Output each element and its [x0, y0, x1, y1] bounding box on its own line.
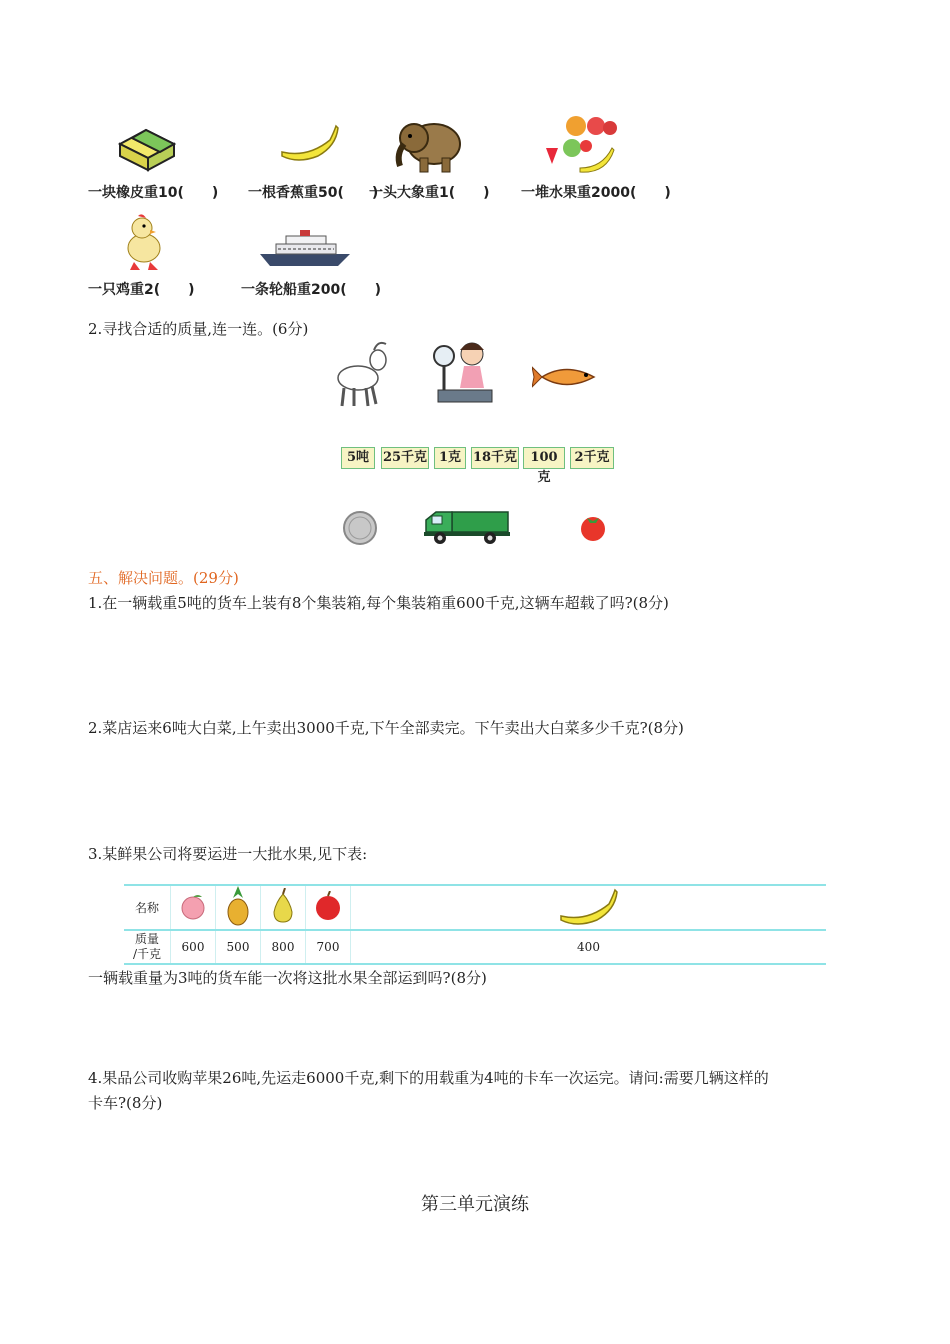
ship-icon [256, 228, 354, 270]
option-chip[interactable]: 18千克 [471, 447, 519, 469]
option-chip[interactable]: 1克 [434, 447, 466, 469]
banana-table-icon [351, 885, 827, 930]
q1-item-elephant: 一头大象重1( ) [369, 185, 490, 201]
option-chip[interactable]: 5吨 [341, 447, 375, 469]
tomato-icon [578, 512, 608, 542]
elephant-icon [390, 114, 466, 176]
table-cell: 700 [306, 930, 351, 964]
table-cell: 800 [261, 930, 306, 964]
eraser-icon [116, 124, 178, 174]
q1-item-eraser: 一块橡皮重10( ) [88, 185, 219, 201]
table-cell: 600 [171, 930, 216, 964]
coin-icon [342, 510, 378, 546]
q2-title: 2.寻找合适的质量,连一连。(6分) [88, 320, 309, 338]
section-five-title: 五、解决问题。(29分) [88, 569, 239, 587]
peach-icon [171, 885, 216, 930]
weight-label: 质量 [134, 932, 159, 946]
banana-icon [278, 122, 340, 164]
option-chip[interactable]: 25千克 [381, 447, 429, 469]
problem-4-line2: 卡车?(8分) [88, 1094, 163, 1112]
problem-4-line1: 4.果品公司收购苹果26吨,先运走6000千克,剩下的用载重为4吨的卡车一次运完。请问:需要几辆这样的 [88, 1069, 769, 1087]
problem-3: 3.某鲜果公司将要运进一大批水果,见下表: [88, 845, 368, 863]
q1-item-ship: 一条轮船重200( ) [241, 282, 382, 298]
problem-3-question: 一辆载重量为3吨的货车能一次将这批水果全部运到吗?(8分) [88, 969, 487, 987]
q1-item-fruit: 一堆水果重2000( ) [521, 185, 671, 201]
unit-title: 第三单元演练 [421, 1194, 529, 1215]
chicken-icon [116, 210, 172, 272]
q1-item-banana: 一根香蕉重50( ) [248, 185, 379, 201]
fish-icon [532, 362, 604, 392]
table-header-name: 名称 [124, 885, 171, 930]
problem-1: 1.在一辆载重5吨的货车上装有8个集装箱,每个集装箱重600千克,这辆车超载了吗?(8分) [88, 594, 669, 612]
pear-icon [261, 885, 306, 930]
apple-icon [306, 885, 351, 930]
fruit-table [124, 884, 826, 965]
option-chip[interactable]: 100克 [523, 447, 565, 469]
option-chip[interactable]: 2千克 [570, 447, 614, 469]
weight-unit-label: /千克 [132, 947, 162, 961]
goat-icon [332, 338, 394, 410]
table-cell: 500 [216, 930, 261, 964]
fruit-pile-icon [536, 112, 620, 174]
table-header-weight [124, 930, 171, 964]
truck-icon [422, 504, 512, 546]
girl-on-scale-icon [428, 336, 500, 404]
pineapple-icon [216, 885, 261, 930]
table-cell: 400 [351, 930, 827, 964]
q1-item-chicken: 一只鸡重2( ) [88, 282, 195, 298]
problem-2: 2.菜店运来6吨大白菜,上午卖出3000千克,下午全部卖完。下午卖出大白菜多少千克?(8分) [88, 719, 684, 737]
